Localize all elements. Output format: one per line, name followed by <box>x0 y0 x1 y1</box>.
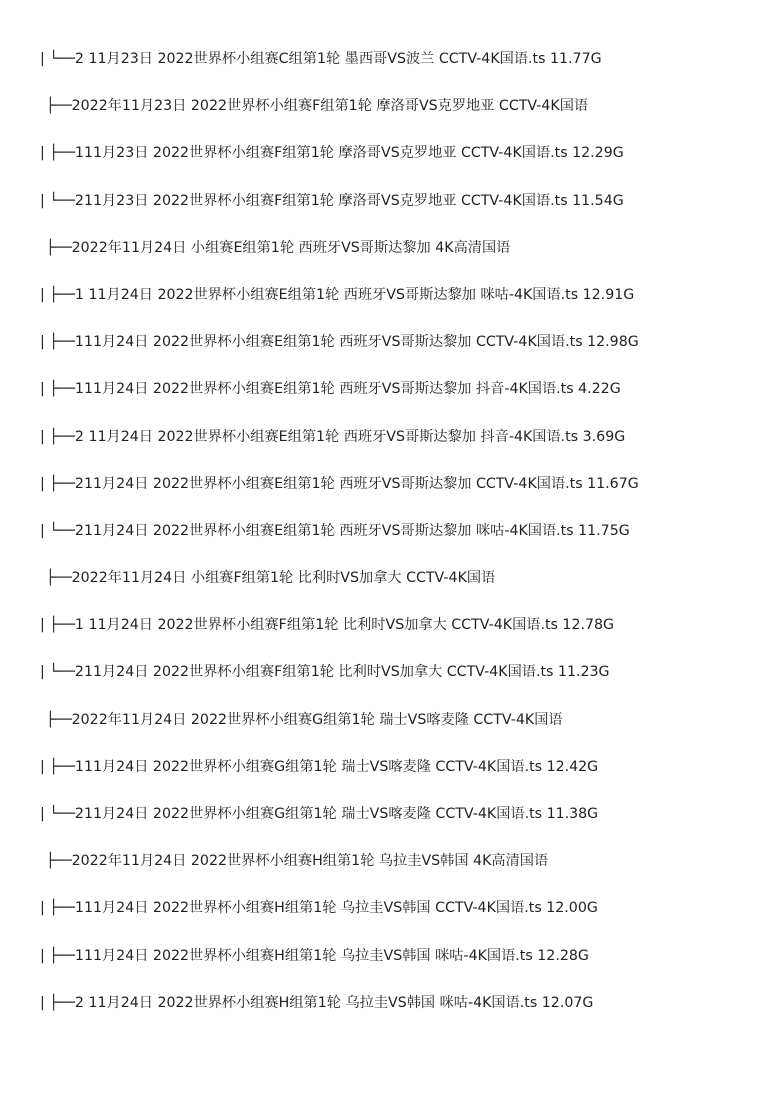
folder-entry: ├──2022年11月24日 2022世界杯小组赛G组第1轮 瑞士VS喀麦隆 CCTV-4K国语 <box>46 711 563 728</box>
file-entry: | └──211月24日 2022世界杯小组赛F组第1轮 比利时VS加拿大 CCTV-4K国语.ts 11.23G <box>40 664 610 681</box>
file-entry: | ├──111月24日 2022世界杯小组赛E组第1轮 西班牙VS哥斯达黎加 抖音-4K国语.ts 4.22G <box>40 381 621 398</box>
file-entry: | ├──1 11月24日 2022世界杯小组赛F组第1轮 比利时VS加拿大 CCTV-4K国语.ts 12.78G <box>40 617 615 634</box>
file-entry: | ├──1 11月24日 2022世界杯小组赛E组第1轮 西班牙VS哥斯达黎加 咪咕-4K国语.ts 12.91G <box>40 286 635 303</box>
folder-entry: ├──2022年11月24日 小组赛F组第1轮 比利时VS加拿大 CCTV-4K国语 <box>46 570 496 587</box>
file-entry: | ├──2 11月24日 2022世界杯小组赛H组第1轮 乌拉圭VS韩国 咪咕-4K国语.ts 12.07G <box>40 994 594 1011</box>
file-entry: | └──211月23日 2022世界杯小组赛F组第1轮 摩洛哥VS克罗地亚 CCTV-4K国语.ts 11.54G <box>40 192 624 209</box>
folder-entry: ├──2022年11月24日 小组赛E组第1轮 西班牙VS哥斯达黎加 4K高清国语 <box>46 239 511 256</box>
file-entry: | └──211月24日 2022世界杯小组赛E组第1轮 西班牙VS哥斯达黎加 咪咕-4K国语.ts 11.75G <box>40 522 630 539</box>
folder-entry: ├──2022年11月23日 2022世界杯小组赛F组第1轮 摩洛哥VS克罗地亚 CCTV-4K国语 <box>46 98 589 115</box>
file-entry: | └──211月24日 2022世界杯小组赛G组第1轮 瑞士VS喀麦隆 CCTV-4K国语.ts 11.38G <box>40 806 599 822</box>
folder-entry: ├──2022年11月24日 2022世界杯小组赛H组第1轮 乌拉圭VS韩国 4K高清国语 <box>46 853 549 870</box>
file-entry: | ├──211月24日 2022世界杯小组赛E组第1轮 西班牙VS哥斯达黎加 CCTV-4K国语.ts 11.67G <box>40 475 639 492</box>
file-entry: | ├──111月24日 2022世界杯小组赛H组第1轮 乌拉圭VS韩国 咪咕-4K国语.ts 12.28G <box>40 947 589 964</box>
file-entry: | ├──111月24日 2022世界杯小组赛E组第1轮 西班牙VS哥斯达黎加 CCTV-4K国语.ts 12.98G <box>40 334 639 351</box>
file-entry: | ├──2 11月24日 2022世界杯小组赛E组第1轮 西班牙VS哥斯达黎加 抖音-4K国语.ts 3.69G <box>40 428 626 445</box>
file-entry: | └──2 11月23日 2022世界杯小组赛C组第1轮 墨西哥VS波兰 CCTV-4K国语.ts 11.77G <box>40 51 602 67</box>
file-entry: | ├──111月24日 2022世界杯小组赛H组第1轮 乌拉圭VS韩国 CCTV-4K国语.ts 12.00G <box>40 900 598 917</box>
file-entry: | ├──111月24日 2022世界杯小组赛G组第1轮 瑞士VS喀麦隆 CCTV-4K国语.ts 12.42G <box>40 758 599 775</box>
file-entry: | ├──111月23日 2022世界杯小组赛F组第1轮 摩洛哥VS克罗地亚 CCTV-4K国语.ts 12.29G <box>40 145 624 162</box>
file-tree-listing <box>0 36 780 1027</box>
